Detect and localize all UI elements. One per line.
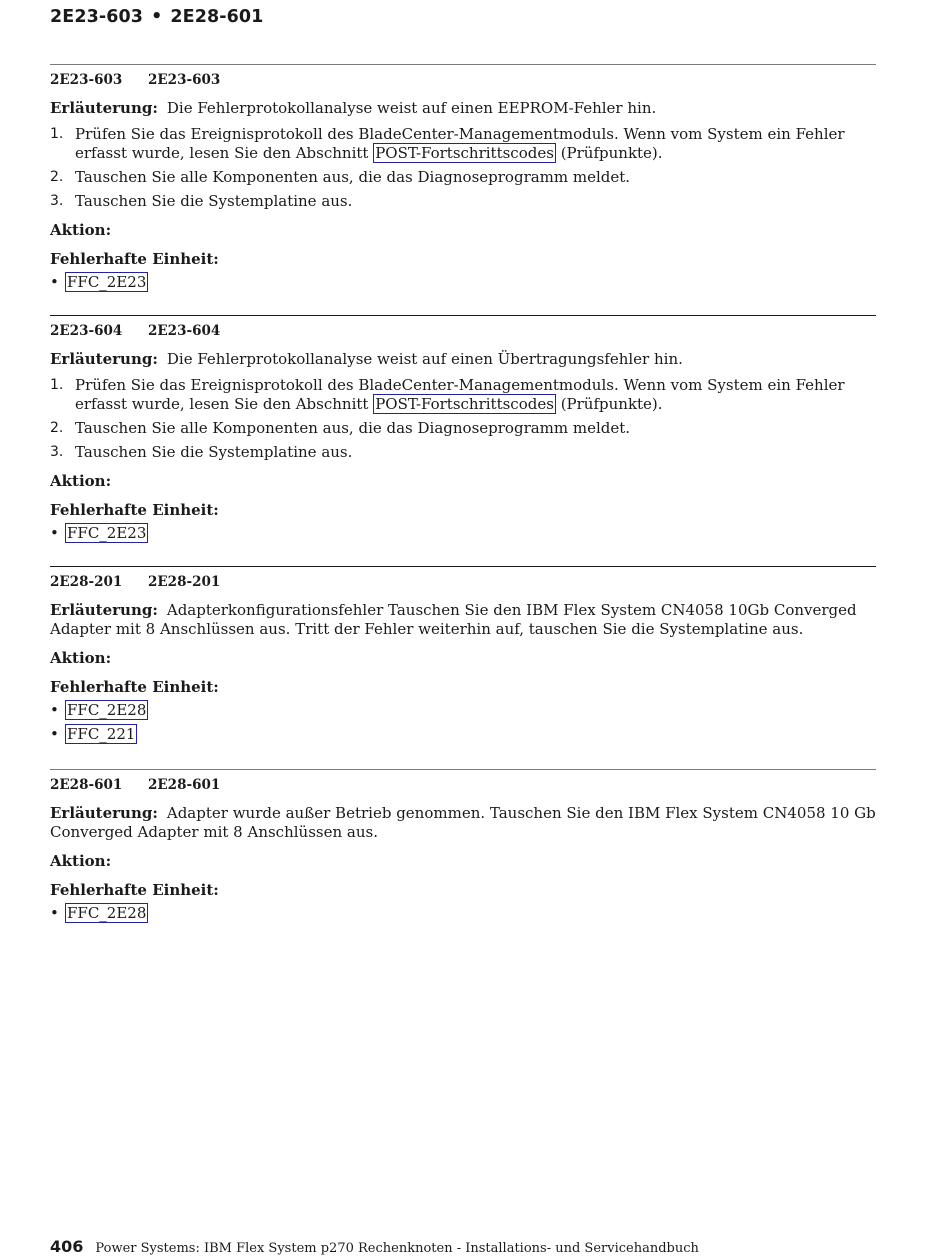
error-entry [50, 64, 876, 297]
step-text: Tauschen Sie die Systemplatine aus. [75, 192, 353, 210]
running-header [50, 7, 263, 27]
explanation-label: Erläuterung: [50, 350, 158, 368]
step [50, 168, 876, 187]
step [50, 125, 876, 163]
explanation-text: Die Fehlerprotokollanalyse weist auf einen EEPROM-Fehler hin. [166, 99, 657, 117]
list-item [50, 904, 876, 923]
header-separator: • [151, 7, 163, 27]
error-code: 2E23-603 [50, 72, 123, 88]
step-text: Prüfen Sie das Ereignisprotokoll des BladeCenter-Managementmoduls. Wenn vom System ein Fehler erfasst wurde, lesen Sie den Abschnitt [75, 376, 845, 413]
failing-unit-list [50, 701, 876, 744]
ffc-link[interactable]: FFC_2E28 [67, 904, 147, 922]
error-code-repeat: 2E23-603 [148, 72, 221, 88]
code-row [50, 72, 876, 90]
action-label: Aktion: [50, 472, 112, 490]
error-entry [50, 315, 876, 548]
action-label: Aktion: [50, 852, 112, 870]
step-number: 2. [50, 169, 64, 185]
explanation [50, 99, 876, 118]
bullet-icon: • [50, 273, 59, 291]
step-number: 2. [50, 420, 64, 436]
step [50, 443, 876, 462]
step-text: Tauschen Sie die Systemplatine aus. [75, 443, 353, 461]
action-label: Aktion: [50, 221, 112, 239]
procedure-steps [50, 125, 876, 211]
failing-unit-list [50, 524, 876, 543]
post-codes-link[interactable]: POST-Fortschrittscodes [375, 395, 554, 413]
list-item [50, 701, 876, 720]
step-text-after: (Prüfpunkte). [555, 395, 663, 413]
error-code: 2E28-601 [50, 777, 123, 793]
failing-unit-list [50, 904, 876, 923]
step-text: Tauschen Sie alle Komponenten aus, die das Diagnoseprogramm meldet. [75, 168, 631, 186]
error-code: 2E28-201 [50, 574, 123, 590]
error-entry [50, 769, 876, 928]
step-number: 1. [50, 377, 64, 393]
explanation [50, 601, 876, 639]
code-row [50, 323, 876, 341]
divider [50, 315, 876, 316]
code-row [50, 777, 876, 795]
code-row [50, 574, 876, 592]
procedure-steps [50, 376, 876, 462]
step [50, 192, 876, 211]
explanation-label: Erläuterung: [50, 601, 158, 619]
ffc-link[interactable]: FFC_221 [67, 725, 136, 743]
explanation-text: Adapter wurde außer Betrieb genommen. Tauschen Sie den IBM Flex System CN4058 10 Gb Converged Adapter mit 8 Anschlüssen aus. [50, 804, 876, 841]
step-text-after: (Prüfpunkte). [555, 144, 663, 162]
book-title: Power Systems: IBM Flex System p270 Rechenknoten - Installations- und Servicehandbuch [95, 1241, 699, 1256]
bullet-icon: • [50, 701, 59, 719]
action-label: Aktion: [50, 649, 112, 667]
header-left-code: 2E23-603 [50, 7, 144, 27]
explanation [50, 350, 876, 369]
header-right-code: 2E28-601 [170, 7, 264, 27]
error-code-repeat: 2E28-201 [148, 574, 221, 590]
step-text: Prüfen Sie das Ereignisprotokoll des BladeCenter-Managementmoduls. Wenn vom System ein Fehler erfasst wurde, lesen Sie den Abschnitt [75, 125, 845, 162]
failing-unit-label: Fehlerhafte Einheit: [50, 501, 219, 519]
step-text: Tauschen Sie alle Komponenten aus, die das Diagnoseprogramm meldet. [75, 419, 631, 437]
ffc-link[interactable]: FFC_2E28 [67, 701, 147, 719]
error-code-repeat: 2E28-601 [148, 777, 221, 793]
error-entry [50, 566, 876, 749]
error-code: 2E23-604 [50, 323, 123, 339]
failing-unit-label: Fehlerhafte Einheit: [50, 678, 219, 696]
error-code-repeat: 2E23-604 [148, 323, 221, 339]
step [50, 419, 876, 438]
ffc-link[interactable]: FFC_2E23 [67, 524, 147, 542]
bullet-icon: • [50, 524, 59, 542]
step-number: 3. [50, 444, 64, 460]
bullet-icon: • [50, 904, 59, 922]
explanation-text: Die Fehlerprotokollanalyse weist auf einen Übertragungsfehler hin. [166, 350, 683, 368]
divider [50, 64, 876, 65]
step [50, 376, 876, 414]
ffc-link[interactable]: FFC_2E23 [67, 273, 147, 291]
list-item [50, 273, 876, 292]
explanation-text: Adapterkonfigurationsfehler Tauschen Sie den IBM Flex System CN4058 10Gb Converged Adapter mit 8 Anschlüssen aus. Tritt der Fehler weiterhin auf, tauschen Sie die Systemplatine aus. [50, 601, 857, 638]
list-item [50, 524, 876, 543]
divider [50, 566, 876, 567]
failing-unit-label: Fehlerhafte Einheit: [50, 881, 219, 899]
explanation-label: Erläuterung: [50, 99, 158, 117]
divider [50, 769, 876, 770]
explanation [50, 804, 876, 842]
failing-unit-list [50, 273, 876, 292]
explanation-label: Erläuterung: [50, 804, 158, 822]
post-codes-link[interactable]: POST-Fortschrittscodes [375, 144, 554, 162]
page-footer [50, 1237, 699, 1256]
step-number: 3. [50, 193, 64, 209]
step-number: 1. [50, 126, 64, 142]
list-item [50, 725, 876, 744]
failing-unit-label: Fehlerhafte Einheit: [50, 250, 219, 268]
bullet-icon: • [50, 725, 59, 743]
page-number: 406 [50, 1237, 84, 1256]
